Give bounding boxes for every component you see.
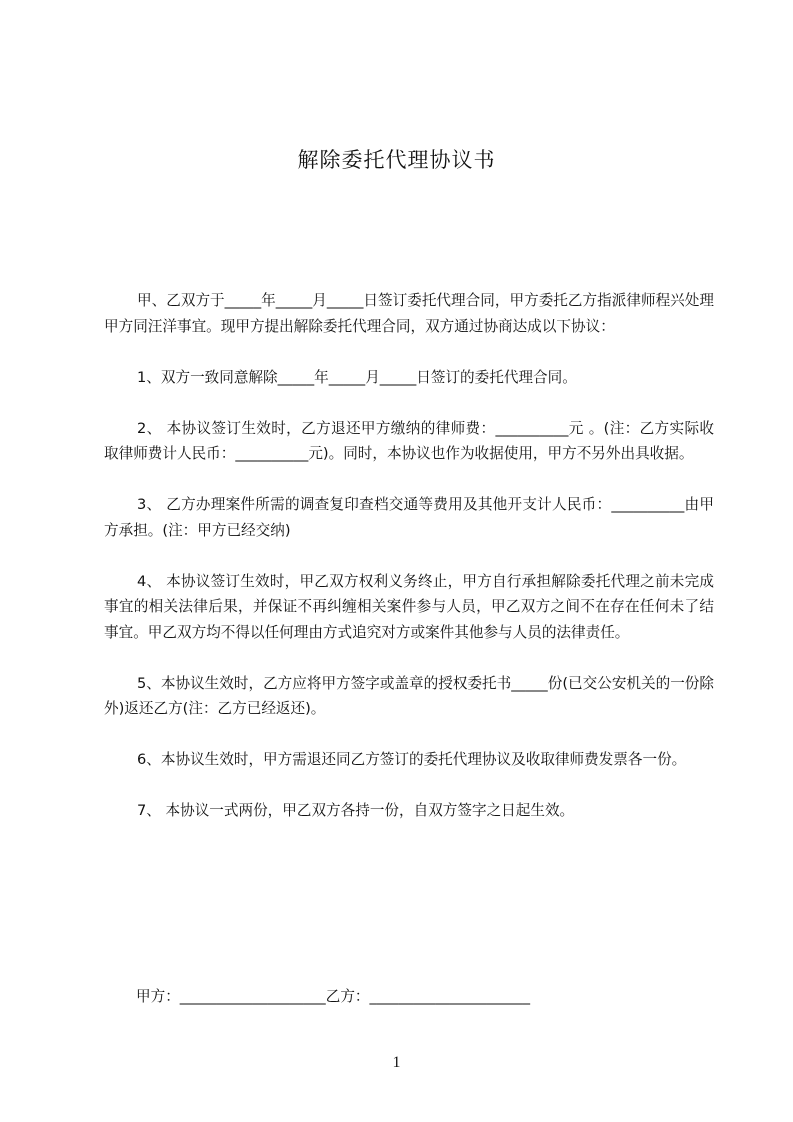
intro-paragraph: 甲、乙双方于_____年_____月_____日签订委托代理合同，甲方委托乙方指派律师程兴处理甲方同汪洋事宜。现甲方提出解除委托代理合同，双方通过协商达成以下协议：	[104, 292, 714, 335]
clause-5: 5、本协议生效时，乙方应将甲方签字或盖章的授权委托书_____份(已交公安机关的一份除外)返还乙方(注：乙方已经返还)。	[104, 674, 714, 717]
party-a-signature: 甲方：____________________	[136, 988, 326, 1005]
party-b-signature: 乙方：______________________	[325, 988, 531, 1005]
document-title: 解除委托代理协议书	[297, 148, 496, 172]
clause-4: 4、 本协议签订生效时，甲乙双方权利义务终止，甲方自行承担解除委托代理之前未完成事宜的相关法律后果，并保证不再纠缠相关案件参与人员，甲乙双方之间不在存在任何未了结事宜。甲乙双方均不得以任何理由方式追究对方或案件其他参与人员的法律责任。	[104, 572, 714, 641]
clause-1: 1、双方一致同意解除_____年_____月_____日签订的委托代理合同。	[137, 368, 577, 386]
clause-6: 6、本协议生效时，甲方需退还同乙方签订的委托代理协议及收取律师费发票各一份。	[137, 751, 687, 768]
clause-7: 7、 本协议一式两份，甲乙双方各持一份，自双方签字之日起生效。	[137, 802, 575, 819]
signature-line	[136, 985, 530, 1006]
page-number: 1	[392, 1054, 401, 1071]
clause-2: 2、 本协议签订生效时，乙方退还甲方缴纳的律师费：__________元 。(注：乙方实际收取律师费计人民币：__________元)。同时，本协议也作为收据使用，甲方不另外出具收据。	[104, 419, 714, 462]
clause-3: 3、 乙方办理案件所需的调查复印查档交通等费用及其他开支计人民币：__________由甲方承担。(注：甲方已经交纳)	[104, 496, 714, 539]
document-body	[104, 288, 714, 849]
